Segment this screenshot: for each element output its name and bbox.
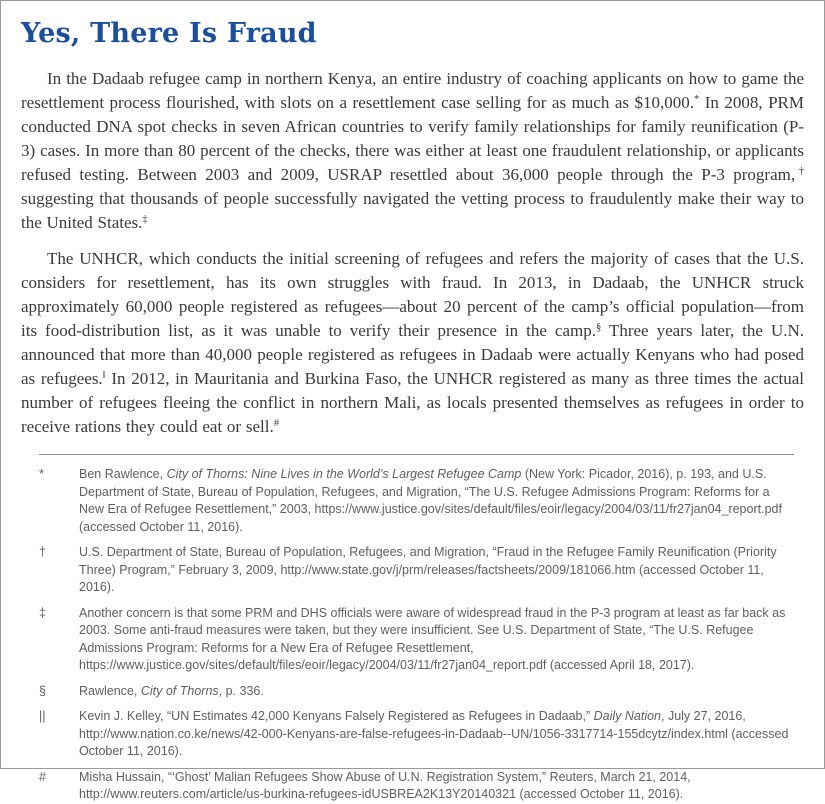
text-segment: The UNHCR, which conducts the initial screening of refugees and refers the majority of cases that the U.S. considers for resettlement, has its own struggles with fraud. In 2013, in Dadaab, the UNHCR struck approximately 60,000 people registered as refugees—about 20 percent of the camp’s official population—from its food-distribution list, as it was unable to verify their presence in the camp. (21, 249, 804, 340)
text-segment: In the Dadaab refugee camp in northern Kenya, an entire industry of coaching applicants on how to game the resettlement process flourished, with slots on a resettlement case selling for as much as $10,000. (21, 69, 804, 112)
footnote-reference-mark: ‡ (142, 214, 148, 226)
footnote (39, 605, 790, 675)
footnote-text (79, 605, 790, 675)
text-segment: Ben Rawlence, (79, 467, 167, 481)
body-paragraphs (21, 67, 804, 439)
footnote-reference-mark: ‖ (102, 370, 106, 382)
paragraph (21, 67, 804, 235)
footnote (39, 769, 790, 804)
text-segment: U.S. Department of State, Bureau of Population, Refugees, and Migration, “Fraud in the Refugee Family Reunification (Priority Three) Program,” February 3, 2009, http://www.state.gov/j/prm/releases/factsheets/2009/181066.htm (accessed October 11, 2016). (79, 545, 777, 594)
footnote-text (79, 466, 790, 536)
footnote-reference-mark: * (693, 94, 700, 106)
footnote-divider (39, 454, 794, 455)
italic-text-segment: City of Thorns: Nine Lives in the World’s Largest Refugee Camp (166, 467, 522, 481)
footnote (39, 544, 790, 597)
page-title: Yes, There Is Fraud (21, 18, 317, 49)
footnote-reference-mark: # (273, 418, 279, 430)
text-segment: In 2012, in Mauritania and Burkina Faso, the UNHCR registered as many as three times the actual number of refugees fleeing the conflict in northern Mali, as locals presented themselves as refugees in order to receive rations they could eat or sell. (21, 369, 804, 436)
footnote (39, 683, 790, 701)
footnote (39, 708, 790, 761)
text-segment: Kevin J. Kelley, “UN Estimates 42,000 Kenyans Falsely Registered as Refugees in Dadaab,” (79, 709, 594, 723)
footnote-text (79, 708, 790, 761)
footnote (39, 466, 790, 536)
text-segment: Another concern is that some PRM and DHS officials were aware of widespread fraud in the P-3 program at least as far back as 2003. Some anti-fraud measures were taken, but they were insufficient. See U.S. Department of State, “The U.S. Refugee Admissions Program: Reforms for a New Era of Refugee Resettlement, https://www.justice.gov/sites/default/files/eoir/legacy/2004/03/11/fr27jan04_report.pdf (accessed April 18, 2017). (79, 605, 786, 672)
text-segment: , p. 336. (218, 683, 264, 698)
footnote-text (79, 769, 790, 804)
footnote-reference-mark: † (795, 166, 805, 178)
text-segment: In 2008, PRM conducted DNA spot checks in seven African countries to verify family relationships for family reunification (P-3) cases. In more than 80 percent of the checks, there was either at least one fraudulent relationship, or applicants refused testing. Between 2003 and 2009, USRAP resettled about 36,000 people through the P-3 program, (21, 93, 804, 184)
text-segment: (New York: Picador, 2016), p. 193, and U.S. Department of State, Bureau of Population, Refugees, and Migration, “The U.S. Refugee Admissions Program: Reforms for a New Era of Refugee Resettlement,” 2003, https://www.justice.gov/sites/default/files/eoir/legacy/2004/03/11/fr27jan04_report.pdf (accessed October 11, 2016). (79, 467, 782, 534)
italic-text-segment: Daily Nation (593, 709, 661, 723)
footnote-marker: || (39, 709, 46, 723)
text-segment: Three years later, the U.N. announced that more than 40,000 people registered as refugees in Dadaab were actually Kenyans who had posed as refugees. (21, 321, 804, 388)
footnote-text (79, 544, 790, 597)
text-segment: Rawlence, (79, 683, 141, 698)
footnote-marker: § (39, 683, 46, 698)
text-segment: Misha Hussain, “‘Ghost’ Malian Refugees Show Abuse of U.N. Registration System,” Reuters, March 21, 2014, http://www.reuters.com/article/us-burkina-refugees-idUSBREA2K13Y20140321 (accessed October 11, 2016). (79, 769, 691, 801)
footnote-marker: * (39, 467, 44, 481)
footnote-marker: # (39, 769, 46, 784)
text-segment: suggesting that thousands of people successfully navigated the vetting process to fraudulently make their way to the United States. (21, 189, 804, 232)
paragraph (21, 247, 804, 439)
footnote-marker: † (39, 545, 46, 559)
text-segment: , July 27, 2016, http://www.nation.co.ke/news/42-000-Kenyans-are-false-refugees-in-Dadaab--UN/1056-3317714-155dcytz/index.html (accessed October 11, 2016). (79, 709, 789, 758)
footnote-marker: ‡ (39, 605, 46, 620)
footnote-text (79, 683, 790, 701)
footnotes-list (39, 466, 790, 804)
footnote-reference-mark: § (596, 322, 602, 334)
italic-text-segment: City of Thorns (140, 683, 219, 698)
